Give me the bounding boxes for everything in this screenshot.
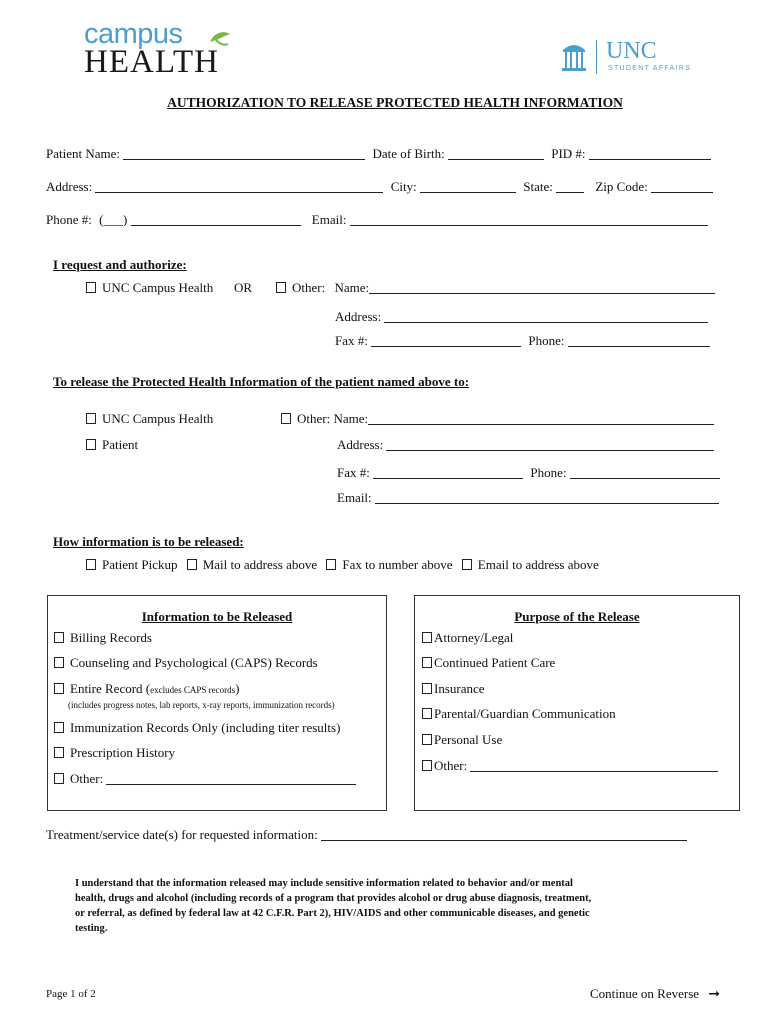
release-unc-label: UNC Campus Health — [102, 411, 214, 426]
release-unc-option[interactable] — [86, 411, 213, 427]
billing-label: Billing Records — [70, 630, 152, 645]
phone-label: Phone #: — [46, 212, 92, 227]
billing-records-option[interactable] — [54, 630, 152, 646]
request-other-label: Other: — [292, 280, 326, 295]
purpose-other-field[interactable] — [470, 759, 718, 772]
state-label: State: — [523, 179, 553, 194]
purpose-continued-care-option[interactable] — [422, 655, 555, 671]
request-unc-checkbox[interactable] — [86, 282, 96, 293]
mail-label: Mail to address above — [202, 557, 318, 572]
fax-checkbox[interactable] — [326, 559, 336, 570]
unc-wordmark: UNC — [606, 38, 657, 64]
entire-record-option[interactable] — [54, 681, 239, 697]
how-released-options — [86, 557, 599, 573]
prescription-checkbox[interactable] — [54, 747, 64, 758]
release-phone-label: Phone: — [530, 465, 567, 480]
request-fax-row — [335, 333, 710, 349]
release-address-label: Address: — [337, 437, 384, 452]
immunization-option[interactable] — [54, 720, 340, 736]
zip-field[interactable] — [651, 180, 713, 193]
caps-checkbox[interactable] — [54, 657, 64, 668]
arrow-right-icon: ➞ — [708, 986, 721, 1002]
logo-divider — [596, 40, 597, 74]
entire-record-exclusion: excludes CAPS records — [150, 685, 236, 695]
patient-name-field[interactable] — [123, 147, 365, 160]
release-other-option — [281, 411, 714, 427]
request-phone-label: Phone: — [528, 333, 565, 348]
information-to-release-box — [47, 595, 387, 811]
release-patient-label: Patient — [102, 437, 139, 452]
personal-checkbox[interactable] — [422, 734, 432, 745]
release-fax-row — [337, 465, 720, 481]
release-to-heading: To release the Protected Health Information of the patient named above to: — [53, 374, 470, 389]
purpose-insurance-option[interactable] — [422, 681, 485, 697]
treatment-dates-label: Treatment/service date(s) for requested information: — [46, 827, 318, 842]
pid-label: PID #: — [551, 146, 586, 161]
release-email-label: Email: — [337, 490, 372, 505]
purpose-box-heading: Purpose of the Release — [514, 609, 640, 624]
request-heading: I request and authorize: — [53, 257, 187, 272]
parental-checkbox[interactable] — [422, 708, 432, 719]
continued-care-label: Continued Patient Care — [434, 655, 556, 670]
release-other-name-field[interactable] — [368, 412, 714, 425]
patient-name-row — [46, 146, 711, 162]
billing-checkbox[interactable] — [54, 632, 64, 643]
request-phone-field[interactable] — [568, 334, 710, 347]
campus-health-logo-top: campus — [84, 18, 183, 50]
option-fax[interactable] — [326, 557, 452, 572]
request-name-field[interactable] — [369, 281, 715, 294]
request-address-label: Address: — [335, 309, 382, 324]
continue-label: Continue on Reverse — [590, 986, 700, 1001]
email-label: Email: — [311, 212, 347, 227]
purpose-of-release-box — [414, 595, 740, 811]
how-released-heading: How information is to be released: — [53, 534, 244, 549]
release-patient-checkbox[interactable] — [86, 439, 96, 450]
info-other-label: Other: — [70, 771, 104, 786]
purpose-other-label: Other: — [434, 758, 468, 773]
page-title: AUTHORIZATION TO RELEASE PROTECTED HEALTH INFORMATION — [167, 95, 623, 110]
city-label: City: — [390, 179, 417, 194]
purpose-other-checkbox[interactable] — [422, 760, 432, 771]
phone-field[interactable] — [131, 213, 301, 226]
parental-label: Parental/Guardian Communication — [434, 706, 616, 721]
state-field[interactable] — [556, 180, 584, 193]
option-patient-pickup[interactable] — [86, 557, 177, 572]
request-address-field[interactable] — [384, 310, 708, 323]
insurance-checkbox[interactable] — [422, 683, 432, 694]
request-name-label: Name: — [334, 280, 370, 295]
fax-label: Fax to number above — [342, 557, 453, 572]
email-field[interactable] — [350, 213, 708, 226]
purpose-attorney-option[interactable] — [422, 630, 513, 646]
patient-pickup-label: Patient Pickup — [102, 557, 178, 572]
continue-on-reverse — [590, 986, 720, 1002]
release-phone-field[interactable] — [570, 466, 720, 479]
request-other-option — [276, 280, 715, 296]
attorney-checkbox[interactable] — [422, 632, 432, 643]
release-other-checkbox[interactable] — [281, 413, 291, 424]
disclaimer-line: or referral, as defined by federal law at 42 C.F.R. Part 2), HIV/AIDS and other communicable diseases, and genetic — [75, 908, 590, 919]
release-address-field[interactable] — [386, 438, 714, 451]
dob-label: Date of Birth: — [372, 146, 445, 161]
release-email-row — [337, 490, 719, 506]
email-option-label: Email to address above — [477, 557, 599, 572]
info-other-option — [54, 771, 356, 787]
entire-record-label: Entire Record ( — [70, 681, 151, 696]
request-or: OR — [234, 280, 253, 295]
old-well-icon — [560, 40, 588, 74]
info-box-heading: Information to be Released — [141, 609, 293, 624]
disclaimer-line: health, drugs and alcohol (including records of a program that provides alcohol or drug abuse diagnosis, treatment, — [75, 893, 592, 904]
purpose-other-option — [422, 758, 718, 774]
purpose-parental-option[interactable] — [422, 706, 616, 722]
disclaimer-line: I understand that the information released may include sensitive information related to behavior and/or mental — [75, 878, 573, 889]
page-number: Page 1 of 2 — [46, 988, 96, 1000]
phone-area-code[interactable]: (___) — [99, 212, 128, 227]
dob-field[interactable] — [448, 147, 544, 160]
info-other-checkbox[interactable] — [54, 773, 64, 784]
entire-record-checkbox[interactable] — [54, 683, 64, 694]
student-affairs-wordmark: STUDENT AFFAIRS — [608, 65, 692, 72]
immunization-label: Immunization Records Only (including titer results) — [70, 720, 341, 735]
immunization-checkbox[interactable] — [54, 722, 64, 733]
zip-label: Zip Code: — [595, 179, 648, 194]
release-other-name-label: Other: Name: — [297, 411, 369, 426]
release-fax-label: Fax #: — [337, 465, 370, 480]
mail-checkbox[interactable] — [187, 559, 197, 570]
prescription-option[interactable] — [54, 745, 175, 761]
city-field[interactable] — [420, 180, 516, 193]
release-unc-checkbox[interactable] — [86, 413, 96, 424]
pid-field[interactable] — [589, 147, 711, 160]
request-fax-label: Fax #: — [335, 333, 368, 348]
entire-record-close: ) — [235, 681, 240, 696]
address-field[interactable] — [95, 180, 383, 193]
request-address-row — [335, 309, 708, 325]
release-patient-option[interactable] — [86, 437, 138, 453]
treatment-dates-row — [46, 827, 687, 843]
request-unc-option[interactable] — [86, 280, 213, 296]
attorney-label: Attorney/Legal — [434, 630, 514, 645]
option-email[interactable] — [462, 557, 599, 572]
caps-label: Counseling and Psychological (CAPS) Records — [70, 655, 318, 670]
campus-health-logo-bottom: HEALTH — [84, 44, 219, 80]
release-email-field[interactable] — [375, 491, 719, 504]
entire-record-note: (includes progress notes, lab reports, x-ray reports, immunization records) — [68, 700, 335, 710]
release-fax-field[interactable] — [373, 466, 523, 479]
request-other-checkbox[interactable] — [276, 282, 286, 293]
continued-care-checkbox[interactable] — [422, 657, 432, 668]
release-address-row — [337, 437, 714, 453]
patient-address-row — [46, 179, 713, 195]
email-checkbox[interactable] — [462, 559, 472, 570]
option-mail[interactable] — [187, 557, 317, 572]
insurance-label: Insurance — [434, 681, 485, 696]
treatment-dates-field[interactable] — [321, 828, 687, 841]
request-fax-field[interactable] — [371, 334, 521, 347]
request-unc-label: UNC Campus Health — [102, 280, 214, 295]
caps-records-option[interactable] — [54, 655, 318, 671]
patient-pickup-checkbox[interactable] — [86, 559, 96, 570]
patient-name-label: Patient Name: — [46, 146, 121, 161]
address-label: Address: — [46, 179, 93, 194]
info-other-field[interactable] — [106, 772, 356, 785]
personal-label: Personal Use — [434, 732, 503, 747]
purpose-personal-option[interactable] — [422, 732, 502, 748]
prescription-label: Prescription History — [70, 745, 176, 760]
patient-phone-row — [46, 212, 708, 228]
disclaimer-line: testing. — [75, 923, 108, 934]
disclaimer-text — [75, 876, 591, 936]
